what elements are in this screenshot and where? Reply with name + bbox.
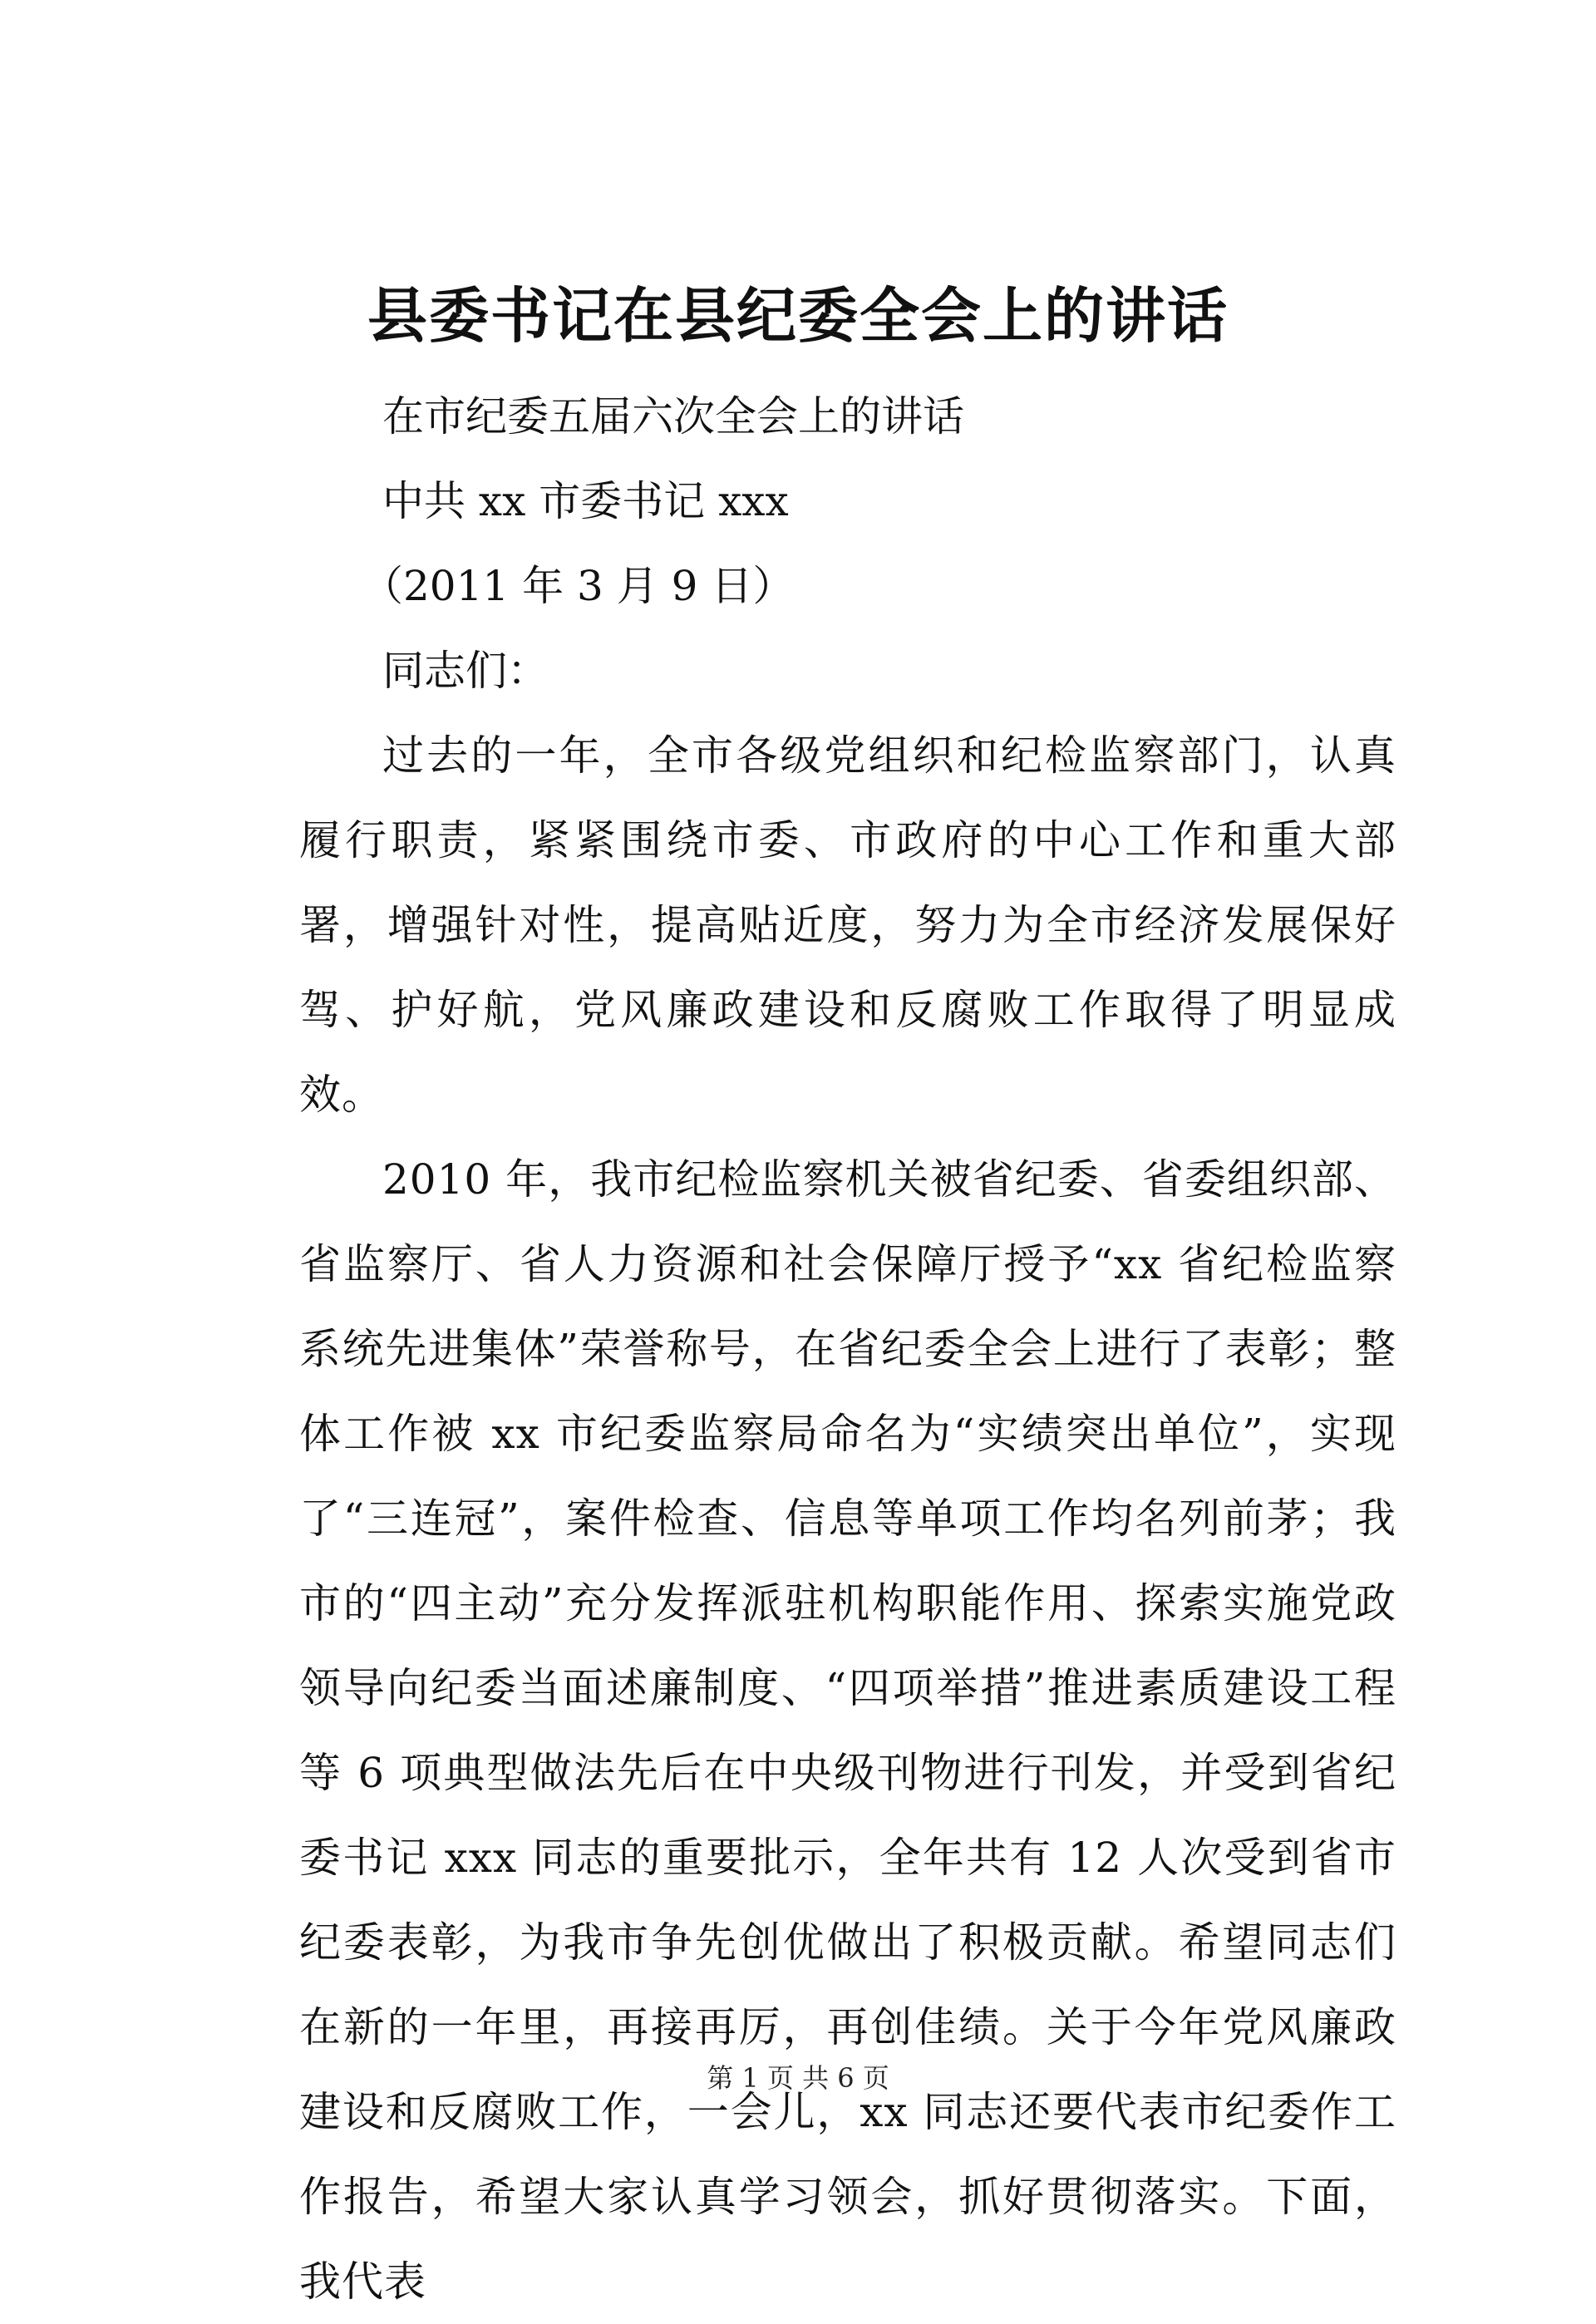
speech-subtitle: 在市纪委五届六次全会上的讲话: [382, 392, 964, 441]
document-title: 县委书记在县纪委全会上的讲话: [367, 280, 1229, 351]
speaker-line: 中共 xx 市委书记 xxx: [382, 477, 789, 525]
document-body: [299, 374, 1396, 2324]
paragraph-2: 2010 年，我市纪检监察机关被省纪委、省委组织部、省监察厅、省人力资源和社会保障厅授予“xx 省纪检监察系统先进集体”荣誉称号，在省纪委全会上进行了表彰；整体工作被 xx 市纪委监察局命名为“实绩突出单位”，实现了“三连冠”，案件检查、信息等单项工作均名列前茅；我市的“四主动”充分发挥派驻机构职能作用、探索实施党政领导向纪委当面述廉制度、“四项举措”推进素质建设工程等 6 项典型做法先后在中央级刊物进行刊发，并受到省纪委书记 xxx 同志的重要批示，全年共有 12 人次受到省市纪委表彰，为我市争先创优做出了积极贡献。希望同志们在新的一年里，再接再厉，再创佳绩。关于今年党风廉政建设和反腐败工作，一会儿，xx 同志还要代表市纪委作工作报告，希望大家认真学习领会，抓好贯彻落实。下面，我代表: [299, 1155, 1396, 2306]
date-line: （2011 年 3 月 9 日）: [362, 562, 795, 610]
page-number-footer: 第 1 页 共 6 页: [707, 2062, 889, 2094]
paragraph-1: 过去的一年，全市各级党组织和纪检监察部门，认真履行职责，紧紧围绕市委、市政府的中心工作和重大部署，增强针对性，提高贴近度，努力为全市经济发展保好驾、护好航，党风廉政建设和反腐败工作取得了明显成效。: [299, 731, 1396, 1119]
salutation: 同志们：: [382, 647, 549, 695]
